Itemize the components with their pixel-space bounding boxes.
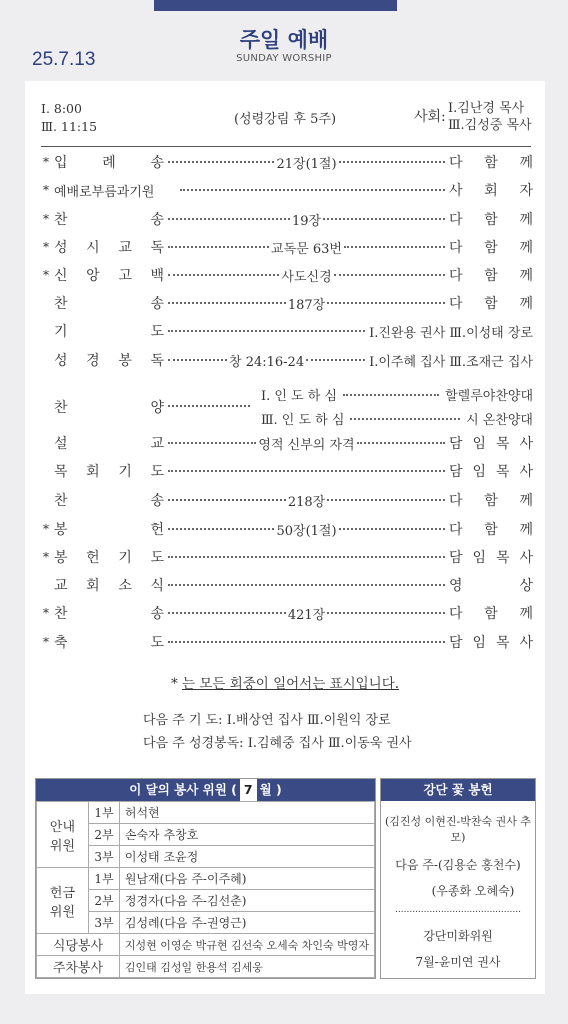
order-item-leader: Ⅰ.이주혜 집사 Ⅲ.조재근 집사 — [369, 354, 533, 370]
order-item-leader: Ⅰ.진완용 권사 Ⅲ.이성태 장로 — [369, 325, 533, 341]
order-item-label: 성 경 봉 독 — [54, 353, 164, 369]
volunteer-names: 정경자(다음 주-김선춘) — [119, 890, 374, 912]
order-item-leader: 담 임 목 사 — [449, 550, 533, 566]
order-item — [43, 601, 533, 625]
order-item-label: 축 도 — [54, 635, 164, 651]
volunteer-group-name: 주차봉사 — [37, 956, 120, 978]
order-item-label: 찬 송 — [54, 212, 164, 228]
order-item-label: 기 도 — [54, 324, 164, 340]
order-item-leader: 다 함 께 — [449, 240, 533, 256]
table-row — [37, 868, 375, 890]
volunteers-box — [35, 778, 376, 979]
order-item-value: 사도신경 — [281, 269, 332, 285]
volunteer-names: 지성현 이영순 박규현 김선숙 오세숙 차인숙 박영자 — [119, 934, 374, 956]
top-accent-bar — [154, 0, 397, 11]
standing-mark: * — [43, 606, 49, 620]
order-item-label: 설 교 — [54, 436, 164, 452]
service-times: Ⅰ. 8:00 Ⅲ. 11:15 — [41, 101, 98, 134]
order-item-value: 50장(1절) — [276, 523, 337, 539]
volunteers-month: 7 — [240, 779, 257, 801]
flowers-line-1: (김진성 이현진-박찬숙 권사 추모) — [384, 815, 531, 844]
volunteer-service: 2부 — [88, 824, 119, 846]
order-item-label: 교 회 소 식 — [54, 578, 164, 594]
volunteer-names: 김성례(다음 주-권영근) — [119, 912, 374, 934]
volunteer-service: 2부 — [88, 890, 119, 912]
volunteer-group-name: 안내 위원 — [37, 802, 89, 868]
hymn-line-2-choir: 시 온찬양대 — [466, 413, 533, 428]
standing-mark: * — [43, 240, 49, 254]
hymn-line-2-name: Ⅲ. 인 도 하 심 — [261, 413, 345, 428]
page-subtitle: SUNDAY WORSHIP — [236, 53, 332, 64]
order-item-leader: 담 임 목 사 — [449, 436, 533, 452]
order-item — [43, 150, 533, 174]
order-item-leader: 다 함 께 — [449, 522, 533, 538]
order-item-label: 찬 송 — [54, 296, 164, 312]
hymn-line-1-choir: 할렐루야찬양대 — [445, 389, 533, 404]
order-item-leader: 담 임 목 사 — [449, 635, 533, 651]
order-item-leader: 담 임 목 사 — [449, 464, 533, 480]
order-item-label: 찬 송 — [54, 606, 164, 622]
order-item — [43, 488, 533, 512]
order-item — [43, 263, 533, 287]
order-item-value: 창 24:16-24 — [229, 354, 305, 370]
volunteer-names: 손숙자 추창호 — [119, 824, 374, 846]
standing-mark: * — [43, 268, 49, 282]
standing-mark: * — [43, 635, 49, 649]
order-item — [43, 319, 533, 343]
standing-note: * 는 모든 회중이 일어서는 표시입니다. — [170, 676, 400, 692]
liturgical-season: (성령강림 후 5주) — [233, 112, 337, 127]
order-item-leader: 영 상 — [449, 578, 533, 594]
order-item-value: 218장 — [287, 494, 326, 510]
host-names: Ⅰ.김난경 목사 Ⅲ.김성중 목사 — [448, 101, 532, 133]
order-item-leader: 다 함 께 — [449, 493, 533, 509]
order-item-label: 찬 송 — [54, 493, 164, 509]
volunteers-title: 이 달의 봉사 위원 ( 7 월 ) — [36, 779, 375, 801]
order-item-leader: 다 함 께 — [449, 268, 533, 284]
standing-mark: * — [43, 183, 49, 197]
order-item — [43, 431, 533, 455]
volunteer-names: 이성태 조윤정 — [119, 846, 374, 868]
order-item — [43, 459, 533, 483]
volunteer-service: 1부 — [88, 868, 119, 890]
order-item-value: 21장(1절) — [276, 156, 337, 172]
volunteer-service: 1부 — [88, 802, 119, 824]
standing-mark: * — [43, 550, 49, 564]
order-item-leader: 다 함 께 — [449, 606, 533, 622]
flowers-divider: ............................................ — [395, 905, 521, 915]
flowers-line-3: (우종화 오혜숙) — [431, 884, 515, 898]
order-item-label: 성 시 교 독 — [54, 240, 164, 256]
volunteer-names: 원남재(다음 주-이주혜) — [119, 868, 374, 890]
flowers-line-2: 다음 주-(김용순 홍천수) — [395, 858, 521, 872]
order-item — [43, 235, 533, 259]
host-label: 사회: — [414, 109, 446, 125]
flowers-committee-person: 7월-윤미연 권사 — [415, 955, 501, 969]
flowers-committee: 강단미화위원 — [423, 929, 493, 943]
order-item — [43, 517, 533, 541]
order-item-label: 목 회 기 도 — [54, 464, 164, 480]
order-item-value: 교독문 63번 — [271, 241, 342, 257]
order-item-value: 영적 신부의 자격 — [258, 437, 355, 453]
next-week-prayer: 다음 주 기 도: Ⅰ.배상연 집사 Ⅲ.이원익 장로 — [143, 713, 391, 728]
order-item-hymn-choir: 찬 양 Ⅰ. 인 도 하 심 할렐루야찬양대 Ⅲ. 인 도 하 심 시 온찬양대 — [43, 382, 533, 432]
standing-mark: * — [43, 212, 49, 226]
bulletin-card — [25, 81, 545, 994]
order-item-label: 입 례 송 — [54, 155, 164, 171]
order-item-label: 봉 헌 기 도 — [54, 550, 164, 566]
order-item-value: 421장 — [287, 607, 326, 623]
order-item — [43, 291, 533, 315]
order-item — [43, 630, 533, 654]
order-item — [43, 207, 533, 231]
order-item-value: 19장 — [291, 213, 322, 229]
header-divider — [41, 146, 531, 147]
page-title: 주일 예배 — [239, 28, 329, 52]
order-item-leader: 다 함 께 — [449, 155, 533, 171]
volunteer-service: 3부 — [88, 846, 119, 868]
service-date: 25.7.13 — [32, 49, 96, 70]
order-item-label: 봉 헌 — [54, 522, 164, 538]
table-row — [37, 802, 375, 824]
order-item — [43, 348, 533, 372]
order-item — [43, 573, 533, 597]
order-item-leader: 사 회 자 — [449, 183, 533, 199]
volunteer-group-name: 식당봉사 — [37, 934, 120, 956]
order-item-label: 신 앙 고 백 — [54, 268, 164, 284]
hymn-line-1-name: Ⅰ. 인 도 하 심 — [261, 389, 338, 404]
order-item-leader: 다 함 께 — [449, 212, 533, 228]
flowers-title: 강단 꽃 봉헌 — [381, 779, 535, 801]
standing-mark: * — [43, 155, 49, 169]
order-item-leader: 다 함 께 — [449, 296, 533, 312]
volunteers-table — [36, 801, 375, 978]
next-week-reading: 다음 주 성경봉독: Ⅰ.김혜중 집사 Ⅲ.이동욱 권사 — [143, 736, 412, 751]
order-item — [43, 545, 533, 569]
order-item-value: 187장 — [287, 297, 326, 313]
order-item — [43, 178, 533, 202]
table-row — [37, 934, 375, 956]
flowers-box — [380, 778, 536, 979]
volunteer-group-name: 헌금 위원 — [37, 868, 89, 934]
volunteer-names: 김인태 김성일 한용석 김세웅 — [119, 956, 374, 978]
order-item-label: 예배로부름과기원 — [54, 184, 155, 200]
standing-mark: * — [43, 522, 49, 536]
volunteer-names: 허석현 — [119, 802, 374, 824]
volunteer-service: 3부 — [88, 912, 119, 934]
table-row — [37, 956, 375, 978]
